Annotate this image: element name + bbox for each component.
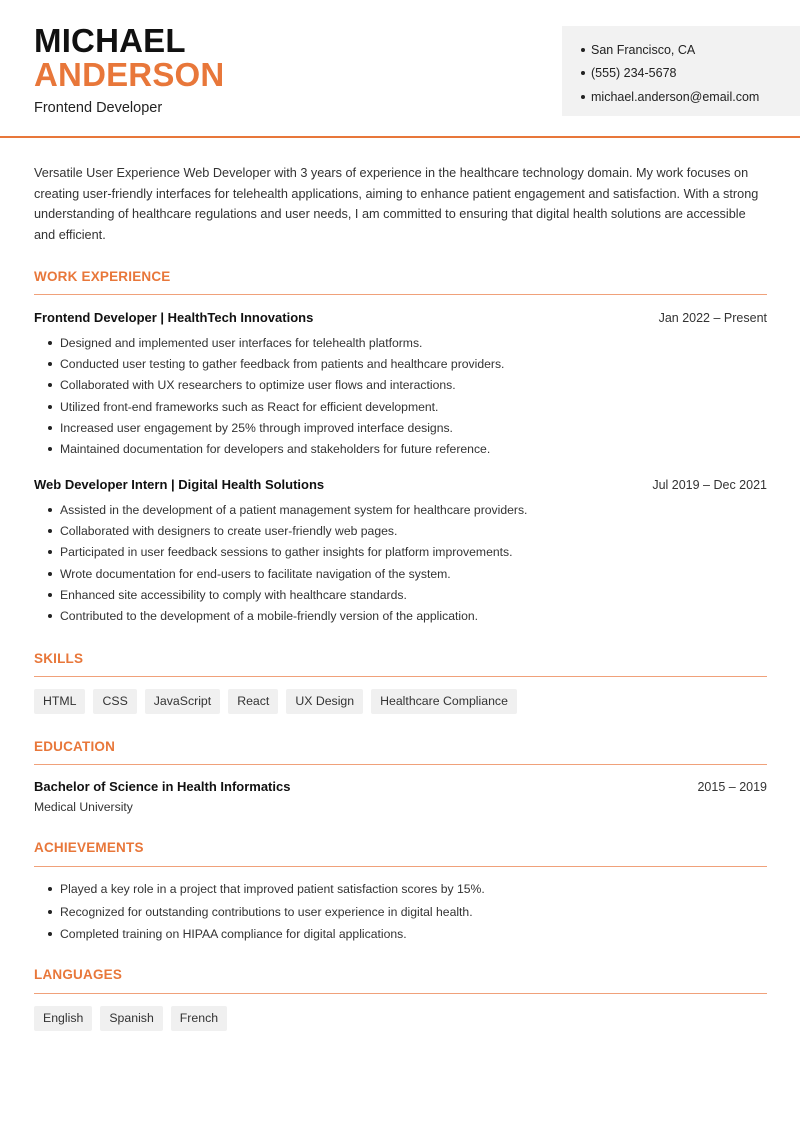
bullet-text: Designed and implemented user interfaces for telehealth platforms.	[60, 335, 423, 350]
job-dates: Jul 2019 – Dec 2021	[652, 478, 767, 492]
contact-email	[581, 85, 800, 109]
phone-text: (555) 234-5678	[591, 66, 677, 81]
summary-paragraph: Versatile User Experience Web Developer with 3 years of experience in the healthcare technology domain. My work focuses on creating user-friendly interfaces for telehealth applications, aiming to enhance patient engagement and satisfaction. With a strong understanding of healthcare regulations and user needs, I am committed to ensuring that digital health solutions are accessible and efficient.	[34, 166, 759, 243]
skills-list	[34, 689, 517, 714]
bullet-icon	[48, 426, 52, 430]
bullet-icon	[48, 932, 52, 936]
bullet-text: Increased user engagement by 25% through improved interface designs.	[60, 420, 453, 435]
bullet-text: Recognized for outstanding contributions to user experience in digital health.	[60, 904, 473, 919]
email-text: michael.anderson@email.com	[591, 89, 760, 104]
bullet-text: Assisted in the development of a patient management system for healthcare providers.	[60, 502, 528, 517]
job-bullet-list	[34, 332, 767, 460]
bullet-icon	[48, 550, 52, 554]
bullet-icon	[581, 71, 585, 75]
contact-phone	[581, 62, 800, 86]
list-item	[34, 375, 767, 396]
list-item	[34, 563, 767, 584]
language-tag: Spanish	[100, 1006, 162, 1031]
list-item	[34, 417, 767, 438]
list-item	[34, 542, 767, 563]
job-header	[34, 477, 767, 492]
skill-tag: CSS	[93, 689, 136, 714]
section-title-work: WORK EXPERIENCE	[34, 269, 171, 284]
job-title: Web Developer Intern | Digital Health Solutions	[34, 477, 325, 492]
bullet-icon	[581, 48, 585, 52]
section-divider	[34, 866, 767, 867]
bullet-icon	[48, 447, 52, 451]
location-text: San Francisco, CA	[591, 42, 696, 57]
list-item	[34, 353, 767, 374]
list-item	[34, 605, 767, 626]
bullet-text: Maintained documentation for developers and stakeholders for future reference.	[60, 442, 491, 457]
list-item	[34, 584, 767, 605]
section-title-achievements: ACHIEVEMENTS	[34, 840, 144, 855]
bullet-icon	[48, 362, 52, 366]
school-name: Medical University	[34, 800, 133, 814]
section-title-languages: LANGUAGES	[34, 967, 123, 982]
bullet-text: Completed training on HIPAA compliance for digital applications.	[60, 927, 407, 942]
list-item	[34, 901, 767, 924]
skill-tag: HTML	[34, 689, 85, 714]
bullet-text: Wrote documentation for end-users to facilitate navigation of the system.	[60, 566, 451, 581]
section-divider	[34, 676, 767, 677]
bullet-text: Played a key role in a project that improved patient satisfaction scores by 15%.	[60, 882, 485, 897]
bullet-text: Participated in user feedback sessions to gather insights for platform improvements.	[60, 545, 513, 560]
bullet-text: Collaborated with designers to create user-friendly web pages.	[60, 523, 398, 538]
resume-header	[0, 0, 800, 138]
list-item	[34, 923, 767, 946]
bullet-icon	[48, 887, 52, 891]
contact-location	[581, 38, 800, 62]
section-divider	[34, 764, 767, 765]
list-item	[34, 332, 767, 353]
bullet-icon	[48, 529, 52, 533]
list-item	[34, 438, 767, 459]
bullet-icon	[48, 383, 52, 387]
bullet-icon	[48, 508, 52, 512]
skill-tag: JavaScript	[145, 689, 220, 714]
job-header	[34, 310, 767, 325]
education-header	[34, 779, 767, 794]
job-dates: Jan 2022 – Present	[658, 311, 767, 325]
job-title: Frontend Developer | HealthTech Innovations	[34, 310, 314, 325]
section-divider	[34, 294, 767, 295]
skill-tag: Healthcare Compliance	[371, 689, 517, 714]
skill-tag: UX Design	[286, 689, 363, 714]
degree-title: Bachelor of Science in Health Informatics	[34, 779, 291, 794]
bullet-text: Contributed to the development of a mobile-friendly version of the application.	[60, 609, 479, 624]
list-item	[34, 878, 767, 901]
bullet-text: Utilized front-end frameworks such as React for efficient development.	[60, 399, 439, 414]
bullet-text: Enhanced site accessibility to comply with healthcare standards.	[60, 587, 407, 602]
bullet-icon	[581, 95, 585, 99]
bullet-icon	[48, 405, 52, 409]
bullet-icon	[48, 614, 52, 618]
section-divider	[34, 993, 767, 994]
bullet-icon	[48, 572, 52, 576]
achievements-list	[34, 878, 767, 946]
job-title-heading: Frontend Developer	[34, 100, 163, 116]
language-tag: French	[171, 1006, 227, 1031]
bullet-text: Conducted user testing to gather feedback from patients and healthcare providers.	[60, 356, 505, 371]
list-item	[34, 499, 767, 520]
language-tag: English	[34, 1006, 92, 1031]
section-title-education: EDUCATION	[34, 739, 116, 754]
last-name: ANDERSON	[34, 56, 225, 93]
list-item	[34, 396, 767, 417]
contact-box	[562, 26, 800, 116]
bullet-icon	[48, 910, 52, 914]
bullet-icon	[48, 341, 52, 345]
bullet-icon	[48, 593, 52, 597]
job-bullet-list	[34, 499, 767, 627]
skill-tag: React	[228, 689, 278, 714]
list-item	[34, 520, 767, 541]
section-title-skills: SKILLS	[34, 651, 84, 666]
first-name: MICHAEL	[34, 22, 186, 59]
bullet-text: Collaborated with UX researchers to optimize user flows and interactions.	[60, 378, 456, 393]
education-dates: 2015 – 2019	[697, 780, 767, 794]
languages-list	[34, 1006, 227, 1031]
